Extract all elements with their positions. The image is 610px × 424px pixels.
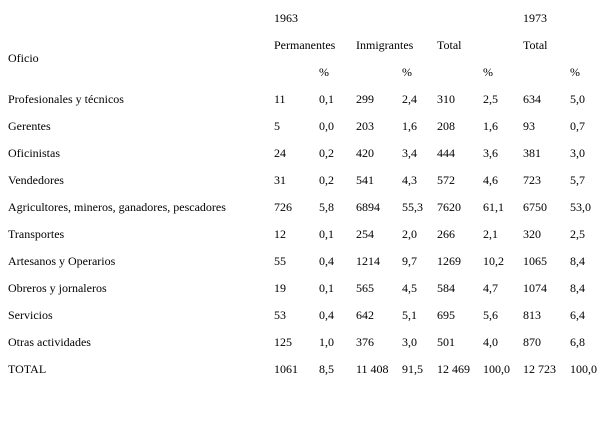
cell-inmigrantes: 11 408 bbox=[356, 362, 389, 376]
header-total-1973: Total bbox=[523, 38, 548, 52]
cell-inmigrantes-pct: 3,4 bbox=[402, 146, 417, 160]
cell-total-1963: 572 bbox=[437, 173, 455, 187]
header-pct-total-1973: % bbox=[570, 65, 580, 79]
cell-total-1963: 310 bbox=[437, 92, 455, 106]
cell-total-1963-pct: 10,2 bbox=[483, 254, 504, 268]
cell-total-1973: 723 bbox=[523, 173, 541, 187]
cell-inmigrantes: 299 bbox=[356, 92, 374, 106]
header-permanentes: Permanentes bbox=[274, 38, 336, 52]
cell-permanentes: 11 bbox=[274, 92, 286, 106]
cell-total-1973-pct: 6,4 bbox=[570, 308, 585, 322]
cell-total-1963-pct: 4,7 bbox=[483, 281, 498, 295]
cell-total-1973: 93 bbox=[523, 119, 535, 133]
cell-inmigrantes: 565 bbox=[356, 281, 374, 295]
cell-inmigrantes-pct: 4,3 bbox=[402, 173, 417, 187]
cell-total-1963: 266 bbox=[437, 227, 455, 241]
cell-permanentes: 53 bbox=[274, 308, 286, 322]
cell-total-1963-pct: 5,6 bbox=[483, 308, 498, 322]
header-pct-inmigrantes: % bbox=[402, 65, 412, 79]
cell-total-1973-pct: 100,0 bbox=[570, 362, 597, 376]
cell-inmigrantes-pct: 55,3 bbox=[402, 200, 423, 214]
cell-permanentes-pct: 0,1 bbox=[319, 281, 334, 295]
cell-oficio: Agricultores, mineros, ganadores, pescadores bbox=[8, 200, 226, 214]
cell-permanentes-pct: 0,2 bbox=[319, 146, 334, 160]
cell-inmigrantes-pct: 2,0 bbox=[402, 227, 417, 241]
cell-total-1963: 501 bbox=[437, 335, 455, 349]
cell-total-1973-pct: 8,4 bbox=[570, 254, 585, 268]
cell-inmigrantes: 1214 bbox=[356, 254, 380, 268]
cell-inmigrantes-pct: 3,0 bbox=[402, 335, 417, 349]
cell-inmigrantes-pct: 2,4 bbox=[402, 92, 417, 106]
cell-permanentes: 24 bbox=[274, 146, 286, 160]
cell-total-1973-pct: 8,4 bbox=[570, 281, 585, 295]
cell-total-1973: 381 bbox=[523, 146, 541, 160]
cell-total-1973: 813 bbox=[523, 308, 541, 322]
cell-oficio: Oficinistas bbox=[8, 146, 60, 160]
cell-total-1973-pct: 2,5 bbox=[570, 227, 585, 241]
cell-permanentes-pct: 0,4 bbox=[319, 254, 334, 268]
cell-inmigrantes: 6894 bbox=[356, 200, 380, 214]
cell-total-1973: 6750 bbox=[523, 200, 547, 214]
cell-total-1963-pct: 4,0 bbox=[483, 335, 498, 349]
cell-inmigrantes: 420 bbox=[356, 146, 374, 160]
cell-total-1963: 584 bbox=[437, 281, 455, 295]
cell-total-1963-pct: 100,0 bbox=[483, 362, 510, 376]
cell-permanentes-pct: 5,8 bbox=[319, 200, 334, 214]
cell-inmigrantes-pct: 91,5 bbox=[402, 362, 423, 376]
cell-permanentes: 12 bbox=[274, 227, 286, 241]
cell-permanentes-pct: 8,5 bbox=[319, 362, 334, 376]
cell-inmigrantes-pct: 9,7 bbox=[402, 254, 417, 268]
cell-total-1973-pct: 5,7 bbox=[570, 173, 585, 187]
cell-total-1963-pct: 4,6 bbox=[483, 173, 498, 187]
cell-total-1963: 12 469 bbox=[437, 362, 470, 376]
cell-oficio: Otras actividades bbox=[8, 335, 91, 349]
cell-total-1973-pct: 6,8 bbox=[570, 335, 585, 349]
cell-oficio: Transportes bbox=[8, 227, 65, 241]
cell-inmigrantes: 254 bbox=[356, 227, 374, 241]
cell-total-1963-pct: 2,1 bbox=[483, 227, 498, 241]
header-oficio: Oficio bbox=[8, 51, 39, 65]
cell-oficio: Vendedores bbox=[8, 173, 64, 187]
cell-total-1963-pct: 1,6 bbox=[483, 119, 498, 133]
cell-permanentes-pct: 0,1 bbox=[319, 92, 334, 106]
cell-inmigrantes-pct: 4,5 bbox=[402, 281, 417, 295]
cell-total-1973: 634 bbox=[523, 92, 541, 106]
cell-total-1963-pct: 61,1 bbox=[483, 200, 504, 214]
cell-inmigrantes: 541 bbox=[356, 173, 374, 187]
cell-total-1973: 1065 bbox=[523, 254, 547, 268]
cell-permanentes: 19 bbox=[274, 281, 286, 295]
cell-total-1973-pct: 5,0 bbox=[570, 92, 585, 106]
header-total-1963: Total bbox=[437, 38, 462, 52]
cell-oficio: Obreros y jornaleros bbox=[8, 281, 107, 295]
cell-permanentes-pct: 0,1 bbox=[319, 227, 334, 241]
header-pct-permanentes: % bbox=[319, 65, 329, 79]
cell-oficio: Servicios bbox=[8, 308, 53, 322]
cell-permanentes-pct: 0,2 bbox=[319, 173, 334, 187]
cell-permanentes: 55 bbox=[274, 254, 286, 268]
cell-total-1963: 695 bbox=[437, 308, 455, 322]
cell-total-1973: 870 bbox=[523, 335, 541, 349]
cell-total-1973-pct: 53,0 bbox=[570, 200, 591, 214]
cell-total-1963-pct: 2,5 bbox=[483, 92, 498, 106]
cell-oficio: Artesanos y Operarios bbox=[8, 254, 116, 268]
cell-permanentes: 1061 bbox=[274, 362, 298, 376]
cell-total-1973: 320 bbox=[523, 227, 541, 241]
cell-total-1963-pct: 3,6 bbox=[483, 146, 498, 160]
cell-total-1963: 1269 bbox=[437, 254, 461, 268]
cell-permanentes: 726 bbox=[274, 200, 292, 214]
header-inmigrantes: Inmigrantes bbox=[356, 38, 414, 52]
cell-oficio: Profesionales y técnicos bbox=[8, 92, 124, 106]
header-year-1963: 1963 bbox=[274, 11, 298, 25]
cell-permanentes-pct: 1,0 bbox=[319, 335, 334, 349]
cell-total-1973-pct: 0,7 bbox=[570, 119, 585, 133]
cell-permanentes-pct: 0,4 bbox=[319, 308, 334, 322]
cell-oficio: Gerentes bbox=[8, 119, 51, 133]
cell-total-1973-pct: 3,0 bbox=[570, 146, 585, 160]
cell-permanentes: 31 bbox=[274, 173, 286, 187]
cell-permanentes: 5 bbox=[274, 119, 280, 133]
cell-total-1973: 12 723 bbox=[523, 362, 556, 376]
cell-inmigrantes-pct: 5,1 bbox=[402, 308, 417, 322]
cell-permanentes-pct: 0,0 bbox=[319, 119, 334, 133]
cell-total-1963: 208 bbox=[437, 119, 455, 133]
cell-total-1963: 7620 bbox=[437, 200, 461, 214]
cell-total-1963: 444 bbox=[437, 146, 455, 160]
cell-inmigrantes: 642 bbox=[356, 308, 374, 322]
header-year-1973: 1973 bbox=[523, 11, 547, 25]
header-pct-total-1963: % bbox=[483, 65, 493, 79]
cell-total-1973: 1074 bbox=[523, 281, 547, 295]
cell-inmigrantes-pct: 1,6 bbox=[402, 119, 417, 133]
cell-inmigrantes: 203 bbox=[356, 119, 374, 133]
cell-inmigrantes: 376 bbox=[356, 335, 374, 349]
cell-oficio: TOTAL bbox=[8, 362, 47, 376]
cell-permanentes: 125 bbox=[274, 335, 292, 349]
